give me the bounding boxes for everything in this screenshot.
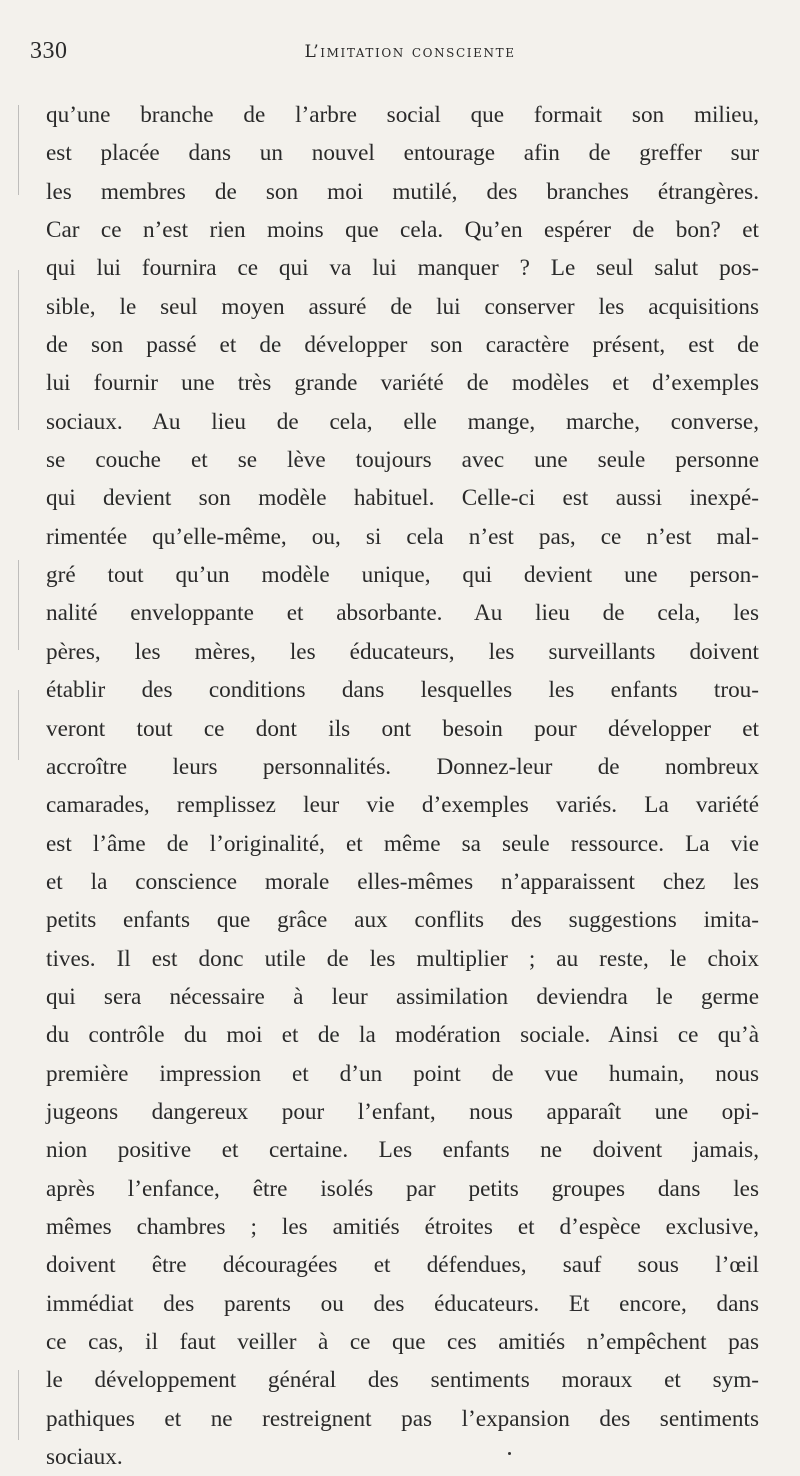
text-line: sible, le seul moyen assuré de lui conserver les acquisitions	[46, 293, 759, 320]
text-line: sociaux. Au lieu de cela, elle mange, marche, converse,	[46, 408, 759, 435]
text-line: sociaux.	[46, 1444, 123, 1471]
margin-pencil-mark	[18, 1370, 19, 1440]
margin-pencil-mark	[18, 270, 19, 430]
text-line: pères, les mères, les éducateurs, les surveillants doivent	[46, 638, 759, 665]
text-line: lui fournir une très grande variété de modèles et d’exemples	[46, 370, 759, 397]
text-line: qu’une branche de l’arbre social que formait son milieu,	[46, 102, 759, 128]
text-line: établir des conditions dans lesquelles les enfants trou-	[46, 677, 759, 704]
text-line: pathiques et ne restreignent pas l’expansion des sentiments	[46, 1405, 759, 1432]
text-line: ce cas, il faut veiller à ce que ces amitiés n’empêchent pas	[46, 1329, 759, 1355]
page-number: 330	[30, 38, 68, 64]
text-line: nion positive et certaine. Les enfants ne doivent jamais,	[46, 1137, 759, 1164]
text-line: et la conscience morale elles-mêmes n’apparaissent chez les	[46, 868, 759, 895]
text-line: nalité enveloppante et absorbante. Au lieu de cela, les	[46, 600, 759, 627]
text-line: immédiat des parents ou des éducateurs. Et encore, dans	[46, 1290, 759, 1317]
printer-dot	[508, 1452, 511, 1455]
body-text	[46, 96, 759, 1476]
text-line: tives. Il est donc utile de les multiplier ; au reste, le choix	[46, 945, 759, 972]
text-line: qui sera nécessaire à leur assimilation deviendra le germe	[46, 983, 759, 1010]
text-line: du contrôle du moi et de la modération sociale. Ainsi ce qu’à	[46, 1022, 759, 1049]
text-line: après l’enfance, être isolés par petits groupes dans les	[46, 1175, 759, 1202]
text-line: veront tout ce dont ils ont besoin pour développer et	[46, 715, 759, 742]
text-line: se couche et se lève toujours avec une seule personne	[46, 447, 759, 474]
page-header	[30, 38, 760, 68]
text-line: de son passé et de développer son caractère présent, est de	[46, 332, 759, 359]
text-line: les membres de son moi mutilé, des branches étrangères.	[46, 178, 759, 205]
text-line: qui lui fournira ce qui va lui manquer ? Le seul salut pos-	[46, 255, 759, 282]
text-line: gré tout qu’un modèle unique, qui devient une person-	[46, 562, 759, 589]
margin-pencil-mark	[18, 560, 19, 650]
text-line: petits enfants que grâce aux conflits des suggestions imita-	[46, 907, 759, 934]
margin-pencil-mark	[18, 690, 19, 760]
text-line: le développement général des sentiments moraux et sym-	[46, 1367, 759, 1394]
text-line: doivent être découragées et défendues, sauf sous l’œil	[46, 1252, 759, 1279]
margin-pencil-mark	[18, 105, 19, 195]
text-line: est placée dans un nouvel entourage afin de greffer sur	[46, 140, 759, 167]
text-line: est l’âme de l’originalité, et même sa seule ressource. La vie	[46, 830, 759, 857]
text-line: camarades, remplissez leur vie d’exemples variés. La variété	[46, 792, 759, 819]
text-line: qui devient son modèle habituel. Celle-ci est aussi inexpé-	[46, 485, 759, 512]
text-line: accroître leurs personnalités. Donnez-leur de nombreux	[46, 753, 759, 780]
text-line: rimentée qu’elle-même, ou, si cela n’est pas, ce n’est mal-	[46, 523, 759, 550]
text-line: jugeons dangereux pour l’enfant, nous apparaît une opi-	[46, 1098, 759, 1125]
text-line: première impression et d’un point de vue humain, nous	[46, 1060, 759, 1087]
running-head: L’imitation consciente	[304, 42, 516, 62]
text-line: Car ce n’est rien moins que cela. Qu’en espérer de bon? et	[46, 217, 759, 244]
text-line: mêmes chambres ; les amitiés étroites et d’espèce exclusive,	[46, 1213, 759, 1240]
